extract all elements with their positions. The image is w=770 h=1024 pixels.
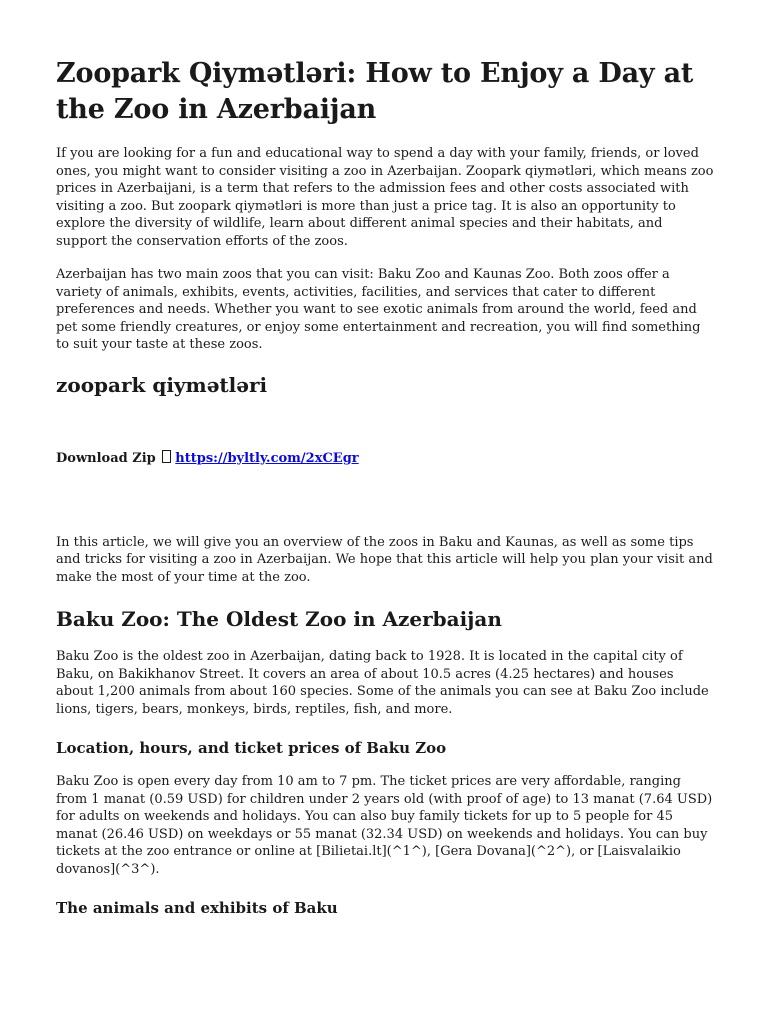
section-heading-baku-zoo: Baku Zoo: The Oldest Zoo in Azerbaijan: [56, 607, 502, 631]
download-line: [56, 450, 715, 468]
section-heading-location-hours: Location, hours, and ticket prices of Baku Zoo: [56, 739, 447, 757]
intro-paragraph: If you are looking for a fun and educational way to spend a day with your family, friends, or loved ones, you might want to consider visiting a zoo in Azerbaijan. Zoopark qiymətləri, which means zoo prices in Azerbaijani, is a term that refers to the admission fees and other costs associated with visiting a zoo. But zoopark qiymətləri is more than just a price tag. It is also an opportunity to explore the diversity of wildlife, learn about different animal species and their habitats, and support the conservation efforts of the zoos.: [56, 146, 714, 249]
download-link[interactable]: https://byltly.com/2xCEgr: [175, 450, 359, 466]
keyword-subheading: zoopark qiymətləri: [56, 372, 268, 397]
missing-glyph-icon: [162, 450, 171, 463]
page-title: Zoopark Qiymətləri: How to Enjoy a Day at the Zoo in Azerbaijan: [56, 58, 694, 125]
zoos-overview-paragraph: Azerbaijan has two main zoos that you can visit: Baku Zoo and Kaunas Zoo. Both zoos offer a variety of animals, exhibits, events, activities, facilities, and services that cater to different preferences and needs. Whether you want to see exotic animals from around the world, feed and pet some friendly creatures, or enjoy some entertainment and recreation, you will find something to suit your taste at these zoos.: [56, 267, 701, 352]
baku-zoo-paragraph: Baku Zoo is the oldest zoo in Azerbaijan, dating back to 1928. It is located in the capital city of Baku, on Bakikhanov Street. It covers an area of about 10.5 acres (4.25 hectares) and houses about 1,200 animals from about 160 species. Some of the animals you can see at Baku Zoo include lions, tigers, bears, monkeys, birds, reptiles, fish, and more.: [56, 649, 709, 717]
article-overview-paragraph: In this article, we will give you an overview of the zoos in Baku and Kaunas, as well as some tips and tricks for visiting a zoo in Azerbaijan. We hope that this article will help you plan your visit and make the most of your time at the zoo.: [56, 534, 713, 585]
section-heading-animals-exhibits: The animals and exhibits of Baku: [56, 899, 338, 917]
download-label: Download Zip: [56, 450, 156, 466]
location-hours-paragraph: Baku Zoo is open every day from 10 am to 7 pm. The ticket prices are very affordable, ranging from 1 manat (0.59 USD) for children under 2 years old (with proof of age) to 13 manat (7.64 USD) for adults on weekends and holidays. You can also buy family tickets for up to 5 people for 45 manat (26.46 USD) on weekdays or 55 manat (32.34 USD) on weekends and holidays. You can buy tickets at the zoo entrance or online at [Bilietai.lt](^1^), [Gera Dovana](^2^), or [Laisvalaikio dovanos](^3^).: [56, 774, 713, 877]
